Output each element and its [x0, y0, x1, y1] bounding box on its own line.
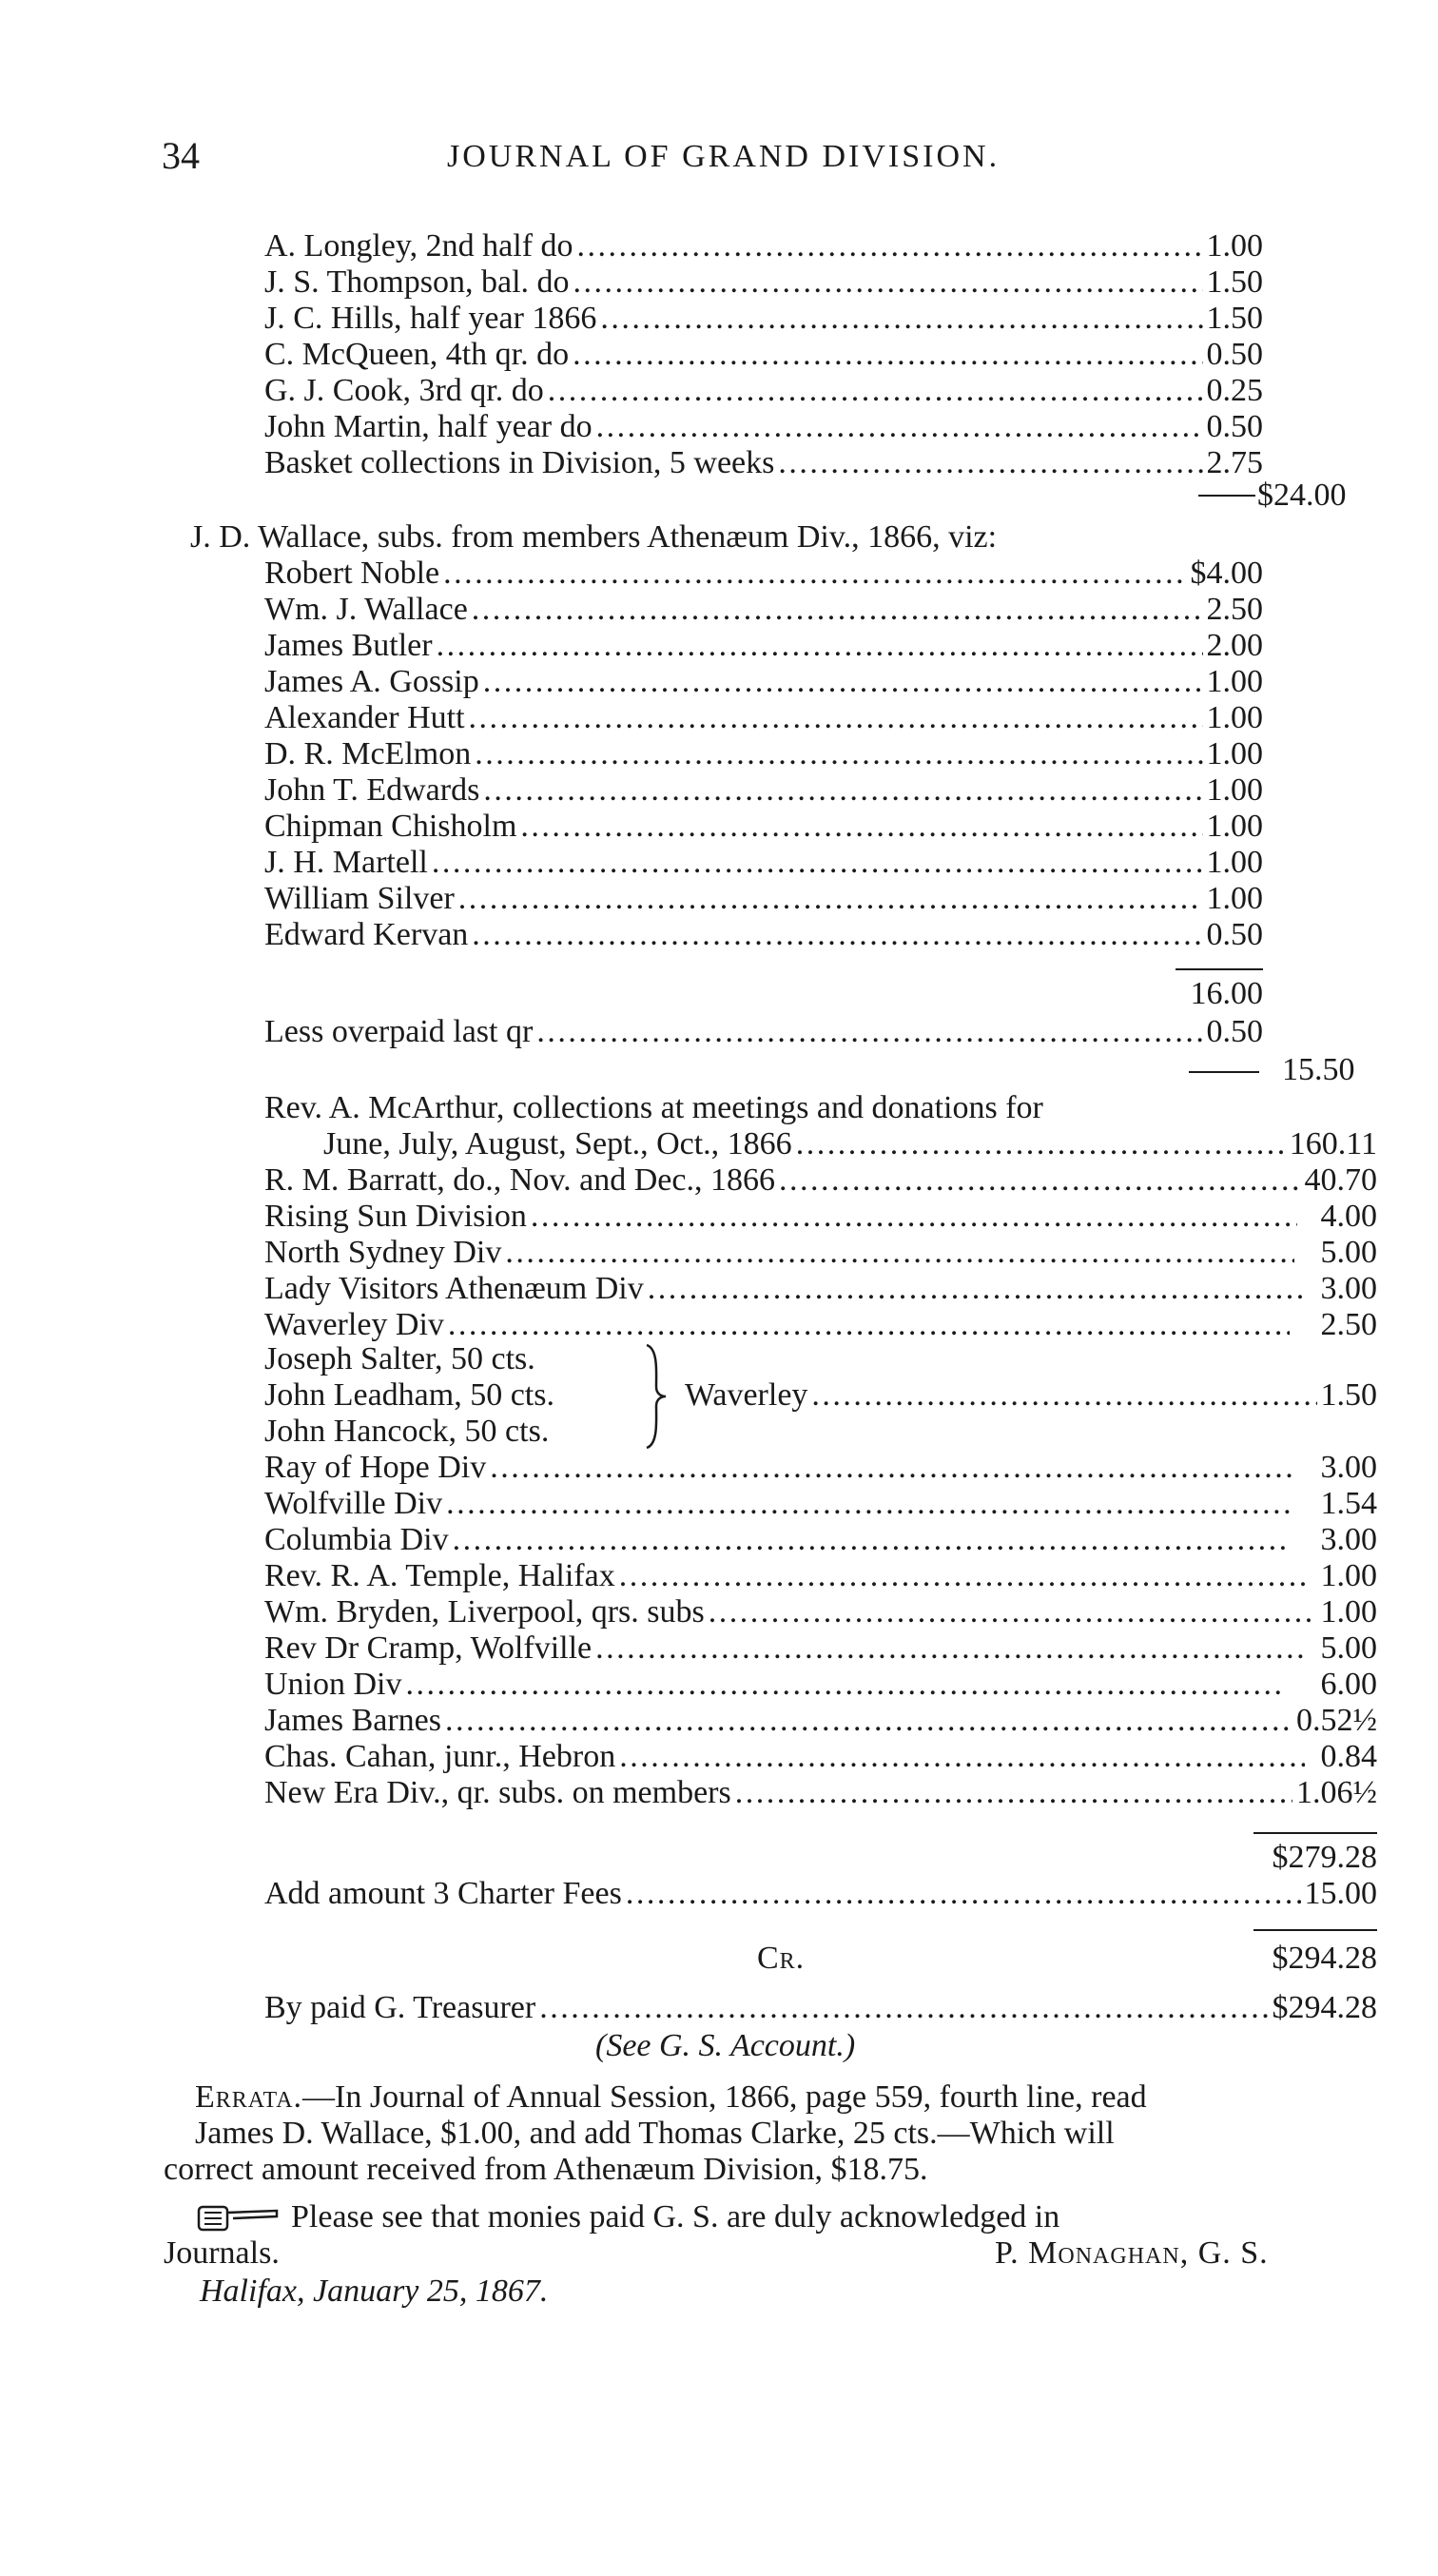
- block1-entry-amount: 0.25: [1206, 373, 1263, 408]
- division-entry-row: [264, 1775, 1377, 1811]
- leader-dots: [445, 1703, 1290, 1739]
- member-entry-row: [264, 736, 1263, 772]
- running-header: JOURNAL OF GRAND DIVISION.: [447, 139, 1001, 174]
- leader-dots: [472, 917, 1202, 953]
- division-entry-row: [264, 1594, 1377, 1630]
- division-entry-amount: 5.00: [1320, 1630, 1377, 1666]
- cr-total: $294.28: [1272, 1941, 1377, 1976]
- block1-entry-row: [264, 337, 1263, 373]
- block1-entry-row: [264, 228, 1263, 264]
- leader-dots: [483, 772, 1202, 809]
- member-entry-row: [264, 664, 1263, 700]
- waverley-name-3: John Hancock, 50 cts.: [264, 1414, 550, 1449]
- waverley-group-row: [685, 1377, 1377, 1414]
- leader-dots: [437, 628, 1203, 664]
- member-entry-amount: 1.00: [1206, 881, 1263, 916]
- paid-treasurer-row: [264, 1990, 1377, 2026]
- block1-entry-label: Basket collections in Division, 5 weeks: [264, 445, 775, 480]
- member-entry-row: [264, 556, 1263, 592]
- member-entry-label: D. R. McElmon: [264, 736, 472, 771]
- member-entry-label: John T. Edwards: [264, 772, 480, 808]
- errata-line1: [195, 2079, 1147, 2116]
- member-entry-label: Edward Kervan: [264, 917, 469, 952]
- member-entry-row: [264, 700, 1263, 736]
- errata-line2: James D. Wallace, $1.00, and add Thomas Clarke, 25 cts.—Which will: [195, 2116, 1115, 2151]
- cr-total-row: [1236, 1941, 1377, 1977]
- charter-fees-amount: 15.00: [1304, 1876, 1377, 1911]
- block1-entry-row: [264, 445, 1263, 481]
- block1-entry-amount: 2.75: [1206, 445, 1263, 480]
- member-entry-amount: 1.00: [1206, 736, 1263, 771]
- division-entry-label: Rev. R. A. Temple, Halifax: [264, 1558, 615, 1593]
- total-rule: [1253, 1929, 1377, 1931]
- block1-entry-label: John Martin, half year do: [264, 409, 593, 444]
- division-entry-label: James Barnes: [264, 1703, 442, 1738]
- division-entry-amount: 3.00: [1320, 1522, 1377, 1557]
- donation-entry-label: Lady Visitors Athenæum Div: [264, 1271, 644, 1306]
- division-entry-row: [264, 1486, 1377, 1522]
- mcarthur-line2-label: June, July, August, Sept., Oct., 1866: [323, 1126, 792, 1161]
- donation-entry-row: [264, 1235, 1377, 1271]
- division-entry-row: [264, 1703, 1377, 1739]
- division-entry-amount: 0.52½: [1296, 1703, 1377, 1738]
- block1-entry-label: J. C. Hills, half year 1866: [264, 301, 597, 336]
- block1-entry-label: J. S. Thompson, bal. do: [264, 264, 570, 300]
- division-entry-row: [264, 1522, 1377, 1558]
- pointing-hand-icon: [195, 2197, 282, 2235]
- member-entry-row: [264, 845, 1263, 881]
- see-account-note: (See G. S. Account.): [595, 2028, 856, 2063]
- block2-total: 15.50: [1282, 1052, 1355, 1087]
- member-entry-row: [264, 809, 1263, 845]
- paid-treasurer-label: By paid G. Treasurer: [264, 1990, 536, 2025]
- member-entry-amount: 1.00: [1206, 845, 1263, 880]
- leader-dots: [469, 700, 1203, 736]
- notice-line2: Journals.: [164, 2235, 280, 2271]
- member-entry-row: [264, 592, 1263, 628]
- donation-entry-amount: 5.00: [1320, 1235, 1377, 1270]
- leader-dots: [811, 1377, 1316, 1414]
- errata-text1: —In Journal of Annual Session, 1866, page 559, fourth line, read: [302, 2079, 1147, 2115]
- block1-total: $24.00: [1257, 478, 1347, 513]
- page-number: 34: [162, 134, 200, 177]
- division-entry-amount: 1.00: [1320, 1594, 1377, 1630]
- leader-dots: [453, 1522, 1291, 1558]
- block1-entry-label: C. McQueen, 4th qr. do: [264, 337, 570, 372]
- block1-entry-amount: 0.50: [1206, 409, 1263, 444]
- leader-dots: [539, 1990, 1268, 2026]
- leader-dots: [536, 1014, 1202, 1050]
- member-entry-amount: 1.00: [1206, 664, 1263, 699]
- less-overpaid-row: [264, 1014, 1263, 1050]
- member-entry-amount: 2.00: [1206, 628, 1263, 663]
- member-entry-amount: 1.00: [1206, 700, 1263, 735]
- donation-entry-row: [264, 1199, 1377, 1235]
- member-entry-label: William Silver: [264, 881, 455, 916]
- division-entry-amount: 1.54: [1320, 1486, 1377, 1521]
- mcarthur-line1: Rev. A. McArthur, collections at meetings and donations for: [264, 1090, 1043, 1125]
- division-entry-label: Ray of Hope Div: [264, 1450, 487, 1485]
- cr-label: Cr.: [757, 1941, 806, 1976]
- member-entry-label: Robert Noble: [264, 556, 440, 591]
- leader-dots: [483, 664, 1203, 700]
- brace-icon: [641, 1343, 670, 1450]
- member-entry-label: J. H. Martell: [264, 845, 428, 880]
- member-entry-amount: 1.00: [1206, 772, 1263, 808]
- donation-entry-label: Waverley Div: [264, 1307, 444, 1342]
- block1-entry-row: [264, 373, 1263, 409]
- donation-entry-amount: 2.50: [1320, 1307, 1377, 1342]
- division-entry-row: [264, 1630, 1377, 1667]
- member-entry-amount: 2.50: [1206, 592, 1263, 627]
- notice-line1: Please see that monies paid G. S. are duly acknowledged in: [291, 2199, 1060, 2234]
- charter-fees-label: Add amount 3 Charter Fees: [264, 1876, 622, 1911]
- leader-dots: [448, 1307, 1290, 1343]
- block1-entry-amount: 1.50: [1206, 301, 1263, 336]
- leader-dots: [596, 409, 1203, 445]
- subtotal-279-row: [1236, 1840, 1377, 1876]
- division-entry-row: [264, 1667, 1377, 1703]
- dateline: Halifax, January 25, 1867.: [200, 2274, 549, 2309]
- division-entry-row: [264, 1450, 1377, 1486]
- member-entry-label: Wm. J. Wallace: [264, 592, 468, 627]
- leader-dots: [458, 881, 1203, 917]
- charter-fees-row: [264, 1876, 1377, 1912]
- donation-entry-amount: 40.70: [1304, 1162, 1377, 1198]
- division-entry-row: [264, 1739, 1377, 1775]
- division-entry-label: Rev Dr Cramp, Wolfville: [264, 1630, 593, 1666]
- total-dash: [1198, 495, 1255, 497]
- leader-dots: [626, 1876, 1301, 1912]
- leader-dots: [505, 1235, 1294, 1271]
- less-overpaid-label: Less overpaid last qr: [264, 1014, 534, 1049]
- leader-dots: [577, 228, 1203, 264]
- leader-dots: [573, 264, 1203, 301]
- leader-dots: [406, 1667, 1286, 1703]
- division-entry-label: Columbia Div: [264, 1522, 449, 1557]
- leader-dots: [709, 1594, 1313, 1630]
- total-dash: [1189, 1071, 1259, 1073]
- signature: P. Monaghan, G. S.: [995, 2235, 1269, 2271]
- donation-entry-row: [264, 1162, 1377, 1199]
- waverley-group-label: Waverley: [685, 1377, 808, 1413]
- paid-treasurer-amount: $294.28: [1272, 1990, 1377, 2025]
- leader-dots: [573, 337, 1202, 373]
- member-entry-label: Alexander Hutt: [264, 700, 465, 735]
- member-entry-amount: $4.00: [1190, 556, 1263, 591]
- division-entry-label: Union Div: [264, 1667, 402, 1702]
- subtotal-rule: [1176, 968, 1263, 970]
- subtotal-279: $279.28: [1272, 1840, 1377, 1875]
- leader-dots: [648, 1271, 1308, 1307]
- donation-entry-amount: 4.00: [1320, 1199, 1377, 1234]
- division-entry-label: Wolfville Div: [264, 1486, 443, 1521]
- leader-dots: [475, 736, 1202, 772]
- division-entry-amount: 0.84: [1320, 1739, 1377, 1774]
- waverley-name-1: Joseph Salter, 50 cts.: [264, 1341, 535, 1376]
- subtotal-rule: [1253, 1832, 1377, 1834]
- leader-dots: [600, 301, 1202, 337]
- leader-dots: [796, 1126, 1286, 1162]
- leader-dots: [779, 1162, 1301, 1199]
- leader-dots: [735, 1775, 1292, 1811]
- errata-heading: Errata.: [195, 2079, 303, 2115]
- leader-dots: [520, 809, 1202, 845]
- member-entry-row: [264, 628, 1263, 664]
- leader-dots: [619, 1558, 1305, 1594]
- donation-entry-label: R. M. Barratt, do., Nov. and Dec., 1866: [264, 1162, 775, 1198]
- division-entry-label: New Era Div., qr. subs. on members: [264, 1775, 731, 1810]
- block1-entry-amount: 0.50: [1206, 337, 1263, 372]
- division-entry-amount: 6.00: [1320, 1667, 1377, 1702]
- leader-dots: [619, 1739, 1305, 1775]
- leader-dots: [446, 1486, 1290, 1522]
- mcarthur-line2-row: [323, 1126, 1377, 1162]
- leader-dots: [472, 592, 1203, 628]
- member-entry-amount: 1.00: [1206, 809, 1263, 844]
- donation-entry-amount: 3.00: [1320, 1271, 1377, 1306]
- leader-dots: [443, 556, 1186, 592]
- leader-dots: [778, 445, 1202, 481]
- block2-subtotal: 16.00: [1190, 976, 1263, 1011]
- member-entry-label: James Butler: [264, 628, 433, 663]
- member-entry-label: Chipman Chisholm: [264, 809, 517, 844]
- member-entry-row: [264, 881, 1263, 917]
- division-entry-amount: 1.00: [1320, 1558, 1377, 1593]
- wallace-heading: J. D. Wallace, subs. from members Athenæum Div., 1866, viz:: [190, 519, 998, 555]
- block1-entry-label: G. J. Cook, 3rd qr. do: [264, 373, 544, 408]
- less-overpaid-amount: 0.50: [1206, 1014, 1263, 1049]
- leader-dots: [548, 373, 1203, 409]
- errata-line3: correct amount received from Athenæum Division, $18.75.: [164, 2152, 928, 2187]
- member-entry-label: James A. Gossip: [264, 664, 479, 699]
- leader-dots: [531, 1199, 1297, 1235]
- donation-entry-label: Rising Sun Division: [264, 1199, 527, 1234]
- leader-dots: [432, 845, 1203, 881]
- division-entry-label: Chas. Cahan, junr., Hebron: [264, 1739, 616, 1774]
- block1-entry-amount: 1.50: [1206, 264, 1263, 300]
- block1-entry-row: [264, 264, 1263, 301]
- member-entry-amount: 0.50: [1206, 917, 1263, 952]
- block1-entry-row: [264, 301, 1263, 337]
- donation-entry-label: North Sydney Div: [264, 1235, 502, 1270]
- mcarthur-amount: 160.11: [1289, 1126, 1377, 1161]
- block1-entry-amount: 1.00: [1206, 228, 1263, 263]
- waverley-group-amount: 1.50: [1320, 1377, 1377, 1413]
- division-entry-amount: 1.06½: [1296, 1775, 1377, 1810]
- donation-entry-row: [264, 1271, 1377, 1307]
- member-entry-row: [264, 917, 1263, 953]
- division-entry-label: Wm. Bryden, Liverpool, qrs. subs: [264, 1594, 705, 1630]
- block2-subtotal-row: [1176, 976, 1263, 1012]
- block1-entry-label: A. Longley, 2nd half do: [264, 228, 573, 263]
- member-entry-row: [264, 772, 1263, 809]
- division-entry-row: [264, 1558, 1377, 1594]
- division-entry-amount: 3.00: [1320, 1450, 1377, 1485]
- leader-dots: [490, 1450, 1293, 1486]
- waverley-name-2: John Leadham, 50 cts.: [264, 1377, 554, 1413]
- block1-entry-row: [264, 409, 1263, 445]
- leader-dots: [595, 1630, 1303, 1667]
- donation-entry-row: [264, 1307, 1377, 1343]
